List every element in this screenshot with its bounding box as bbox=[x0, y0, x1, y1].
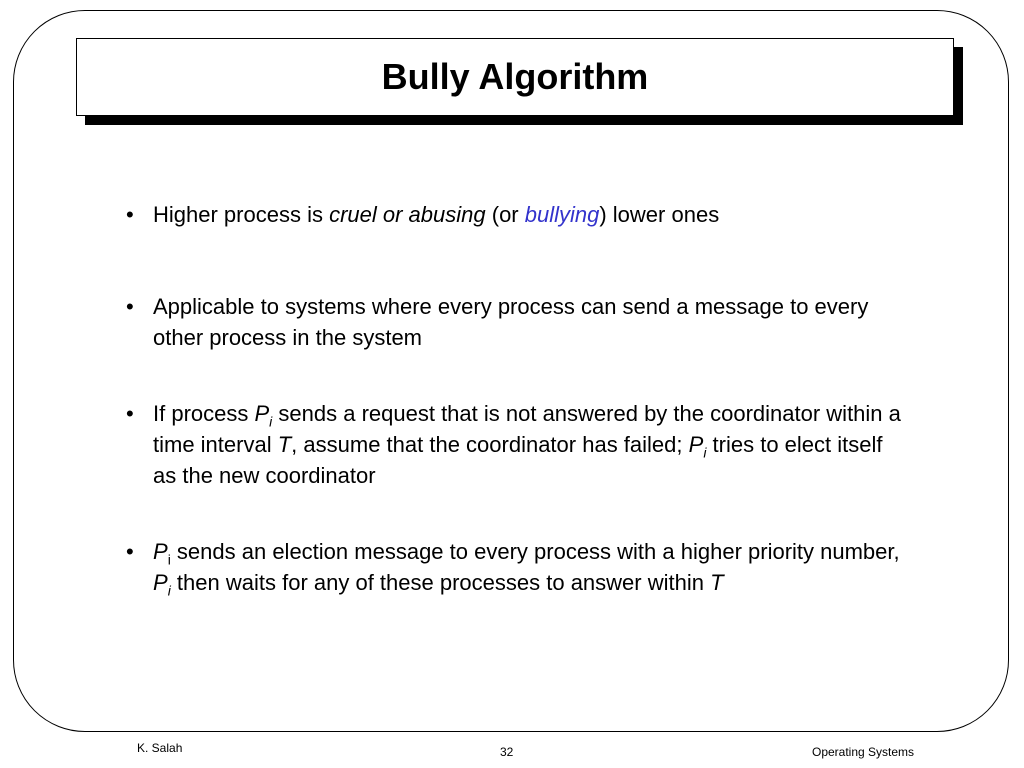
bullet-text bbox=[153, 536, 903, 598]
text-run: sends an election message to every process with a higher priority number, bbox=[170, 539, 900, 564]
text-run-italic: cruel or abusing bbox=[329, 202, 486, 227]
text-run-italic: P bbox=[254, 401, 270, 426]
subscript: i bbox=[167, 582, 171, 599]
subscript: i bbox=[269, 413, 273, 430]
text-run: tries to elect itself as the new coordinator bbox=[153, 432, 883, 488]
footer-author: K. Salah bbox=[137, 741, 183, 755]
text-run: Higher process is bbox=[153, 202, 330, 227]
bullet-dot-icon: • bbox=[126, 202, 134, 227]
subscript: i bbox=[167, 551, 171, 568]
bullet-dot-icon: • bbox=[126, 401, 134, 426]
text-run: then waits for any of these processes to answer within bbox=[170, 570, 711, 595]
text-run-highlight: bullying bbox=[524, 202, 600, 227]
subscript: i bbox=[703, 444, 707, 461]
bullet-text bbox=[153, 398, 903, 491]
footer-page-number: 32 bbox=[500, 745, 514, 759]
bullet-dot-icon: • bbox=[126, 294, 134, 319]
page-title: Bully Algorithm bbox=[381, 56, 649, 97]
text-run: ) lower ones bbox=[599, 202, 720, 227]
text-run-italic: T bbox=[710, 570, 724, 595]
text-run: If process bbox=[153, 401, 255, 426]
text-run: , assume that the coordinator has failed; bbox=[291, 432, 689, 457]
bullet-text bbox=[153, 199, 903, 230]
text-run: (or bbox=[485, 202, 525, 227]
bullet-dot-icon: • bbox=[126, 539, 134, 564]
text-run-italic: P bbox=[688, 432, 704, 457]
text-run-italic: P bbox=[153, 539, 168, 564]
text-run-italic: P bbox=[153, 570, 168, 595]
title-box bbox=[76, 38, 954, 116]
bullet-text: Applicable to systems where every process can send a message to every other process in the system bbox=[153, 294, 869, 350]
footer-course: Operating Systems bbox=[812, 745, 915, 759]
text-run-italic: T bbox=[277, 432, 292, 457]
text-run: sends a request that is not answered by the coordinator within a time interval bbox=[153, 401, 901, 457]
